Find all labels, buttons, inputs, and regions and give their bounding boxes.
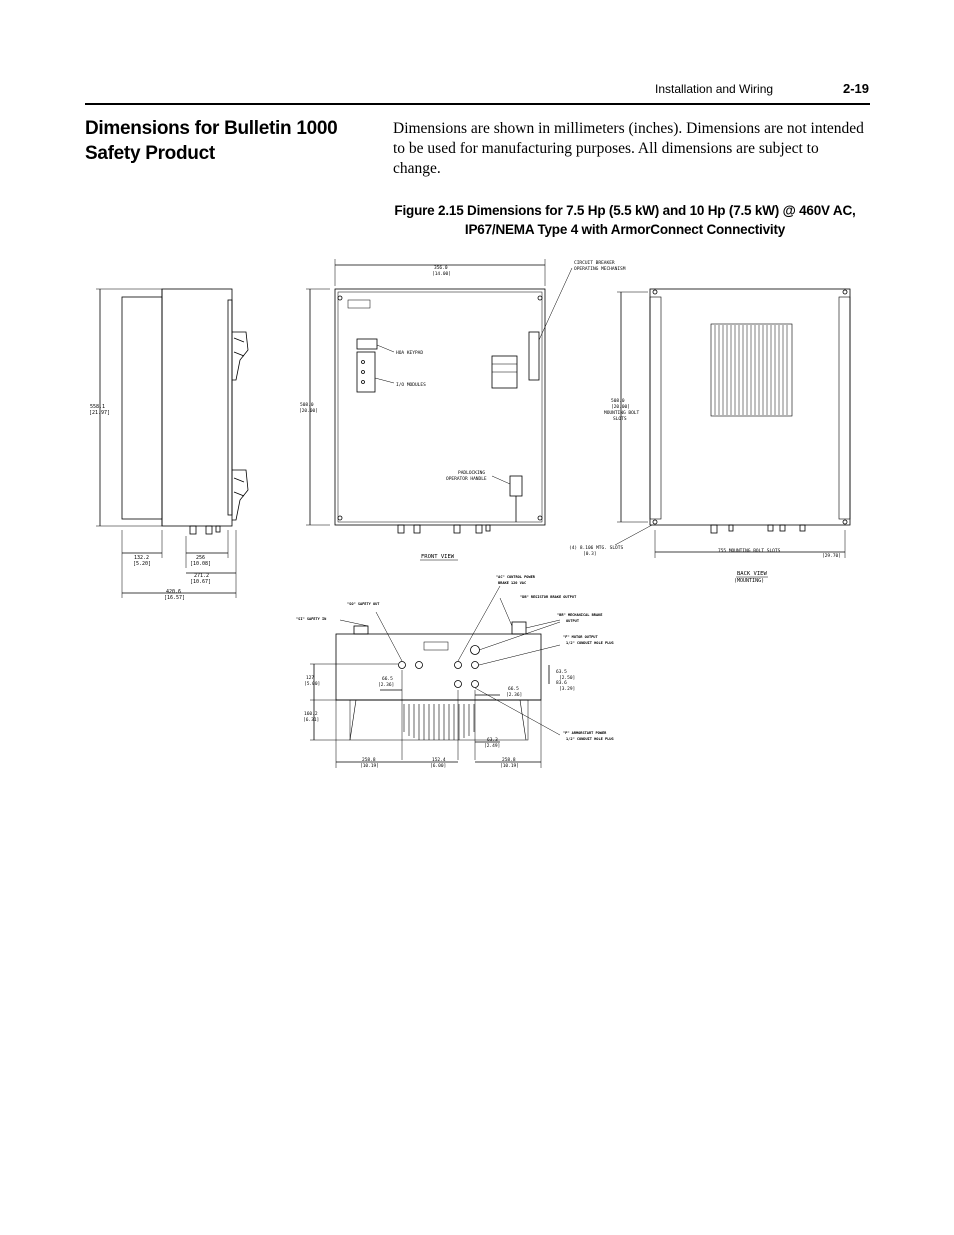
circuit-breaker-mechanism [529, 332, 539, 380]
bottom-heatsink-fins [404, 704, 474, 740]
figure-caption-line-1: Figure 2.15 Dimensions for 7.5 Hp (5.5 kW) and 10 Hp (7.5 kW) @ 460V AC, [394, 203, 856, 218]
front-view-connector [414, 525, 420, 533]
dim-c-in: [2.50] [559, 676, 576, 681]
running-header-section: Installation and Wiring [655, 82, 774, 96]
back-view [615, 289, 850, 577]
aux-port [472, 681, 479, 688]
back-view-left-rail [650, 297, 661, 519]
side-depth-total: 420.6 [166, 589, 182, 595]
dim-a: 66.5 [382, 677, 393, 682]
front-view [306, 259, 572, 560]
bottom-view-labels [296, 575, 614, 741]
br-label: "BR" MECHANICAL BRAKE [557, 613, 603, 617]
mounting-slot-dim-in: [0.3] [583, 552, 597, 557]
side-height-dim: 558.1 [90, 404, 106, 410]
side-depth-total-in: [16.57] [164, 595, 186, 601]
side-depth2-in: [10.08] [190, 561, 212, 567]
back-height-dim-in: [20.00] [611, 405, 630, 410]
side-view-upper-handle [232, 332, 248, 380]
back-view-connector [800, 525, 805, 531]
front-width-dim: 356.0 [434, 266, 448, 271]
power-label-2: 1/2" CONDUIT HOLE PLUG [566, 737, 614, 741]
power-port [455, 681, 462, 688]
mounting-slot-dim: (4) 8.106 MTG. SLOTS [569, 546, 624, 551]
db-label: "DB" RESISTOR BRAKE OUTPUT [520, 595, 577, 599]
back-view-connector [711, 525, 717, 533]
io-modules [357, 352, 375, 392]
dim-bl-in: [10.19] [360, 764, 379, 769]
bottom-view [310, 586, 560, 768]
dim-e: 83.6 [556, 681, 567, 686]
back-view-enclosure [650, 289, 850, 525]
side-view-door-edge [228, 300, 232, 515]
ac-power-label: "AC" CONTROL POWER [496, 575, 535, 579]
back-view-right-rail [839, 297, 850, 519]
back-width-dim: 755 MOUNTING BOLT SLOTS [718, 549, 781, 554]
operator-handle-label: OPERATOR HANDLE [446, 477, 487, 482]
dim-b: 66.5 [508, 687, 519, 692]
so-port [399, 662, 406, 669]
front-view-connector [398, 525, 404, 533]
page-number: 2-19 [843, 81, 870, 96]
dim-160-in: [6.31] [303, 718, 320, 723]
db-connector [512, 622, 526, 634]
back-view-connector [729, 525, 733, 531]
back-view-connector [768, 525, 773, 531]
motor-label: "F" MOTOR OUTPUT [563, 635, 598, 639]
dim-bm: 152.4 [432, 758, 446, 763]
back-view-connector [780, 525, 785, 531]
padlocking-label: PADLOCKING [458, 471, 486, 476]
side-depth2: 256 [196, 555, 206, 561]
ac-power-label-2: BRAKE 120 VAC [498, 581, 527, 585]
dim-br-in: [10.19] [500, 764, 519, 769]
circuit-breaker-label: CIRCUIT BREAKER [574, 261, 615, 266]
side-view-enclosure [162, 289, 232, 526]
side-height-dim-in: [21.97] [89, 410, 111, 416]
front-view-logo [348, 300, 370, 308]
dim-c: 63.5 [556, 670, 567, 675]
side-depth1: 132.2 [134, 555, 150, 561]
side-view-connector [190, 526, 196, 534]
intro-paragraph: Dimensions are shown in millimeters (inches). Dimensions are not intended to be used for manufacturing purposes. All dimensions are subject to change. [393, 120, 864, 177]
front-view-connector [476, 525, 482, 533]
dim-br: 258.8 [502, 758, 516, 763]
dim-127-in: [5.00] [304, 682, 321, 687]
side-view-cover [122, 297, 162, 519]
dim-127: 127 [306, 676, 315, 681]
section-title: Dimensions for Bulletin 1000 Safety Product [85, 118, 338, 164]
br-label-2: OUTPUT [566, 619, 579, 623]
side-depth1-in: [5.20] [133, 561, 152, 567]
so-label: "SO" SAFETY OUT [347, 602, 380, 606]
back-view-subtitle: (MOUNTING) [734, 578, 765, 584]
back-height-dim: 508.0 [611, 399, 625, 404]
dim-b-in: [2.36] [506, 693, 523, 698]
front-width-dim-in: [14.00] [432, 272, 451, 277]
si-label: "SI" SAFETY IN [296, 617, 327, 621]
br-port [471, 646, 480, 655]
ac-port [455, 662, 462, 669]
motor-label-2: 1/2" CONDUIT HOLE PLUG [566, 641, 614, 645]
motor-port [472, 662, 479, 669]
front-view-connector [454, 525, 460, 533]
hoa-keypad-label: HOA KEYPAD [396, 351, 424, 356]
side-depth3-in: [10.67] [190, 579, 212, 585]
dim-d-in: [2.49] [484, 744, 501, 749]
side-view-lower-handle [232, 470, 248, 520]
front-height-dim: 508.0 [300, 403, 314, 408]
hoa-keypad [357, 339, 377, 349]
side-depth3: 271.2 [194, 573, 210, 579]
si-port [416, 662, 423, 669]
power-label: "P" ARMORSTART POWER [563, 731, 607, 735]
operating-mechanism-label: OPERATING MECHANISM [574, 267, 626, 272]
back-height-label-1: MOUNTING BOLT [604, 411, 640, 416]
side-view-dims [89, 404, 211, 601]
front-view-title: FRONT VIEW [421, 554, 455, 560]
front-view-connector [486, 525, 490, 531]
figure-caption-line-2: IP67/NEMA Type 4 with ArmorConnect Connectivity [464, 222, 786, 237]
side-view-connector [206, 526, 212, 534]
side-view [96, 289, 248, 598]
dim-160: 160.2 [304, 712, 318, 717]
si-connector [354, 626, 368, 634]
io-modules-label: I/O MODULES [396, 383, 426, 388]
back-view-title: BACK VIEW [737, 571, 767, 577]
front-view-enclosure [335, 289, 545, 525]
dim-e-in: [3.29] [559, 687, 576, 692]
back-width-dim-in: [29.70] [822, 554, 841, 559]
dim-a-in: [2.36] [378, 683, 395, 688]
dim-bm-in: [6.00] [430, 764, 447, 769]
front-height-dim-in: [20.00] [299, 409, 318, 414]
side-view-connector [216, 526, 220, 532]
dim-bl: 258.8 [362, 758, 376, 763]
bottom-view-nameplate [424, 642, 448, 650]
back-height-label-2: SLOTS [613, 417, 627, 422]
back-view-labels [569, 398, 841, 584]
dim-d: 63.3 [487, 738, 498, 743]
operator-handle [510, 476, 522, 496]
